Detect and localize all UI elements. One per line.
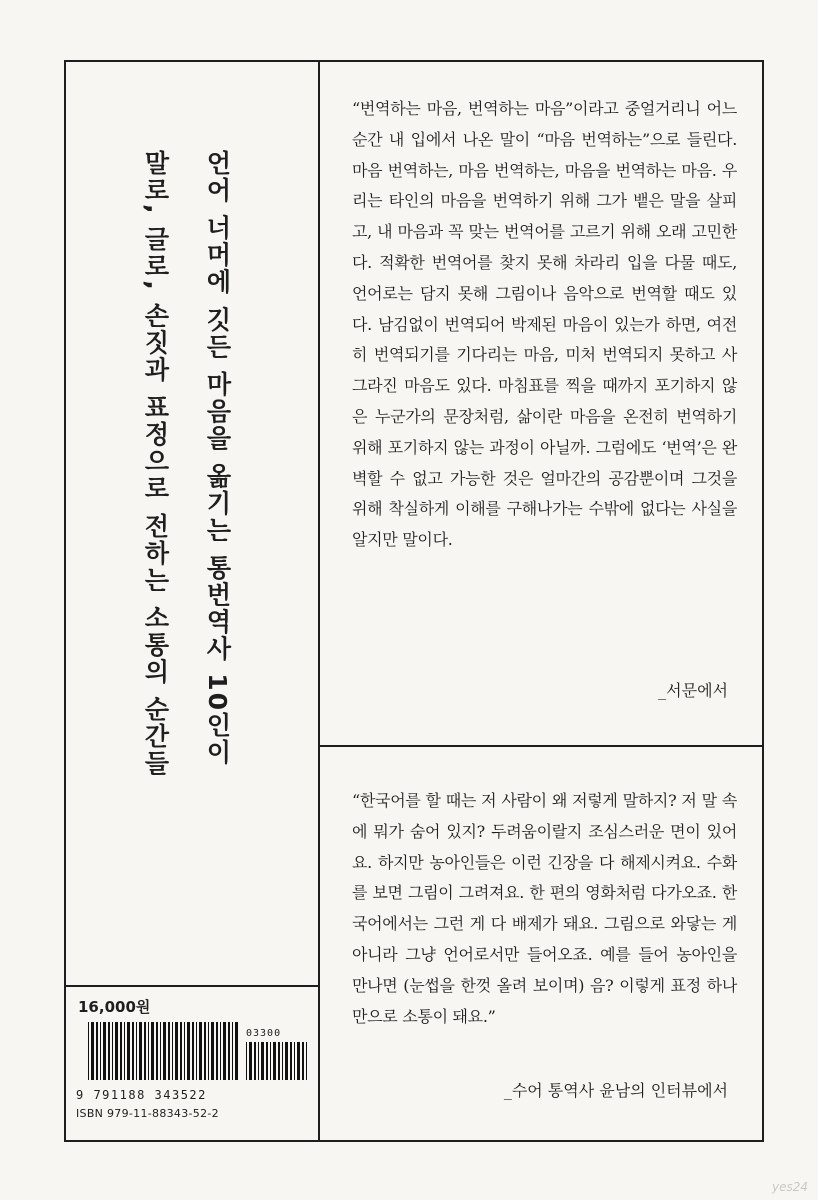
vertical-divider (318, 60, 320, 1142)
tagline-line-1: 언어 너머에 깃든 마음을 옮기는 통번역사 10인이 (203, 150, 232, 767)
interview-quote: “한국어를 할 때는 저 사람이 왜 저렇게 말하지? 저 말 속에 뭐가 숨어 있지? 두려움이랄지 조심스러운 면이 있어요. 하지만 농아인들은 이런 긴장을 다 해제시켜요. 수화를 보면 그림이 그려져요. 한 편의 영화처럼 다가오죠. 한국어에서는 그런 게 다 배제가 돼요. 그림으로 와닿는 게 아니라 그냥 언어로서만 들어오죠. 예를 들어 농아인을 만나면 (눈썹을 한껏 올려 보이며) 음? 이렇게 표정 하나만으로 소통이 돼요.” (352, 791, 737, 1026)
preface-quote: “번역하는 마음, 번역하는 마음”이라고 중얼거리니 어느 순간 내 입에서 나온 말이 “마음 번역하는”으로 들린다. 마음 번역하는, 마음 번역하는, 마음을 번역하는 마음. 우리는 타인의 마음을 번역하기 위해 그가 뱉은 말을 살피고, 내 마음과 꼭 맞는 번역어를 고르기 위해 오래 고민한다. 적확한 번역어를 찾지 못해 차라리 입을 다물 때도, 언어로는 담지 못해 그림이나 음악으로 번역할 때도 있다. 남김없이 번역되어 박제된 마음이 있는가 하면, 여전히 번역되기를 기다리는 마음, 미처 번역되지 못하고 사그라진 마음도 있다. 마침표를 찍을 때까지 포기하지 않은 누군가의 문장처럼, 삶이란 마음을 온전히 번역하기 위해 포기하지 않는 과정이 아닐까. 그럼에도 ‘번역’은 완벽할 수 없고 가능한 것은 얼마간의 공감뿐이며 그것을 위해 착실하게 이해를 구해나가는 수밖에 없다는 사실을 알지만 말이다. (352, 99, 737, 550)
watermark-logo: yes24 (771, 1180, 808, 1194)
interview-quote-source: _수어 통역사 윤남의 인터뷰에서 (503, 1081, 728, 1100)
tagline-line-2: 말로, 글로, 손짓과 표정으로 전하는 소통의 순간들 (141, 150, 170, 778)
price-label: 16,000원 (78, 998, 151, 1016)
barcode-addon-number: 03300 (246, 1028, 282, 1039)
barcode-main-bars (88, 1022, 238, 1080)
isbn-number: ISBN 979-11-88343-52-2 (76, 1107, 219, 1120)
barcode-addon-bars (246, 1042, 308, 1080)
barcode-digits: 9 791188 343522 (76, 1088, 207, 1102)
quote-divider (320, 745, 764, 747)
barcode-divider (64, 985, 320, 987)
preface-quote-source: _서문에서 (658, 681, 728, 700)
